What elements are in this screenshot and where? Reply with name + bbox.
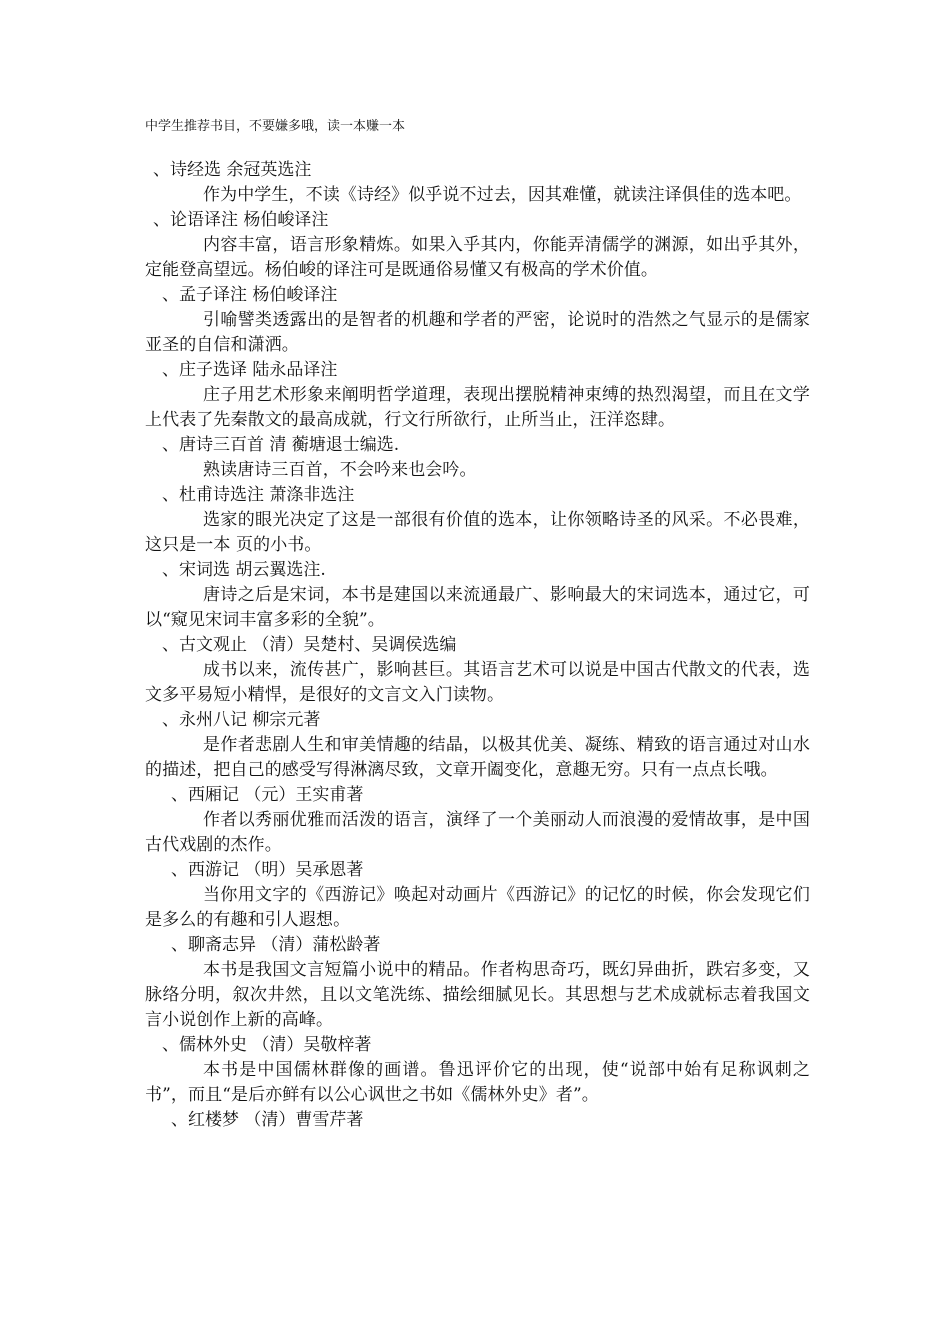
book-title-1: 、诗经选 余冠英选注: [153, 160, 312, 180]
book-desc-8: 成书以来，流传甚广，影响甚巨。其语言艺术可以说是中国古代散文的代表，选文多平易短小精悍，是很好的文言文入门读物。: [145, 660, 810, 705]
book-desc-10: 作者以秀丽优雅而活泼的语言，演绎了一个美丽动人而浪漫的爱情故事，是中国古代戏剧的杰作。: [145, 810, 810, 855]
book-desc-9: 是作者悲剧人生和审美情趣的结晶，以极其优美、凝练、精致的语言通过对山水的描述，把自己的感受写得淋漓尽致，文章开阖变化，意趣无穷。只有一点点长哦。: [145, 735, 810, 780]
book-title-13: 、儒林外史 （清）吴敬梓著: [162, 1035, 372, 1055]
book-title-2: 、论语译注 杨伯峻译注: [153, 210, 329, 230]
book-desc-13: 本书是中国儒林群像的画谱。鲁迅评价它的出现，使“说部中始有足称讽刺之书”，而且“是后亦鲜有以公心讽世之书如《儒林外史》者”。: [145, 1060, 810, 1105]
book-title-14: 、红楼梦 （清）曹雪芹著: [171, 1110, 364, 1130]
page-header: 中学生推荐书目，不要嫌多哦，读一本赚一本: [145, 119, 406, 134]
book-title-8: 、古文观止 （清）吴楚村、吴调侯选编: [162, 635, 457, 655]
book-desc-1: 作为中学生，不读《诗经》似乎说不过去，因其难懂，就读注译俱佳的选本吧。: [203, 185, 802, 205]
book-desc-4: 庄子用艺术形象来阐明哲学道理，表现出摆脱精神束缚的热烈渴望，而且在文学上代表了先秦散文的最高成就，行文行所欲行，止所当止，汪洋恣肆。: [145, 385, 810, 430]
book-desc-11: 当你用文字的《西游记》唤起对动画片《西游记》的记忆的时候，你会发现它们是多么的有趣和引人遐想。: [145, 885, 810, 930]
book-title-6: 、杜甫诗选注 萧涤非选注: [162, 485, 355, 505]
book-desc-7: 唐诗之后是宋词，本书是建国以来流通最广、影响最大的宋词选本，通过它，可以“窥见宋词丰富多彩的全貌”。: [145, 585, 810, 630]
book-title-7: 、宋词选 胡云翼选注.: [162, 560, 326, 580]
book-list: [145, 158, 810, 1133]
book-desc-12: 本书是我国文言短篇小说中的精品。作者构思奇巧，既幻异曲折，跌宕多变，又脉络分明，叙次井然，且以文笔洗练、描绘细腻见长。其思想与艺术成就标志着我国文言小说创作上新的高峰。: [145, 960, 810, 1030]
book-title-11: 、西游记 （明）吴承恩著: [171, 860, 364, 880]
book-desc-3: 引喻譬类透露出的是智者的机趣和学者的严密，论说时的浩然之气显示的是儒家亚圣的自信和潇洒。: [145, 310, 810, 355]
book-title-5: 、唐诗三百首 清 蘅塘退士编选.: [162, 435, 400, 455]
book-title-3: 、孟子译注 杨伯峻译注: [162, 285, 338, 305]
book-desc-2: 内容丰富，语言形象精炼。如果入乎其内，你能弄清儒学的渊源，如出乎其外，定能登高望远。杨伯峻的译注可是既通俗易懂又有极高的学术价值。: [145, 235, 810, 280]
book-desc-5: 熟读唐诗三百首，不会吟来也会吟。: [203, 460, 477, 480]
book-title-10: 、西厢记 （元）王实甫著: [171, 785, 364, 805]
book-title-12: 、聊斋志异 （清）蒲松龄著: [171, 935, 381, 955]
book-desc-6: 选家的眼光决定了这是一部很有价值的选本，让你领略诗圣的风采。不必畏难，这只是一本 页的小书。: [145, 510, 810, 555]
document-page: [145, 118, 810, 1133]
book-title-9: 、永州八记 柳宗元著: [162, 710, 321, 730]
book-title-4: 、庄子选译 陆永品译注: [162, 360, 338, 380]
